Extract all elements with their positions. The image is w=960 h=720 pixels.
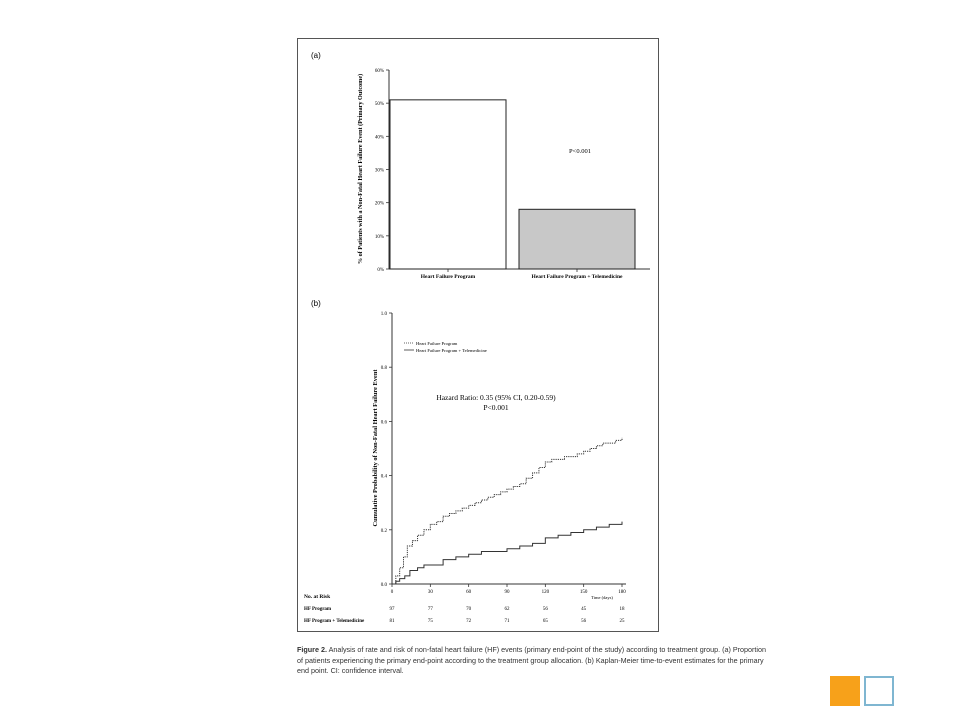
- risk-table-cell: 56: [581, 619, 587, 624]
- bar: [390, 100, 506, 269]
- risk-table-cell: 65: [542, 619, 548, 624]
- bar-y-tick-label: 40%: [374, 135, 384, 141]
- km-legend-label: Heart Failure Program + Telemedicine: [416, 348, 487, 353]
- panel-b-label: (b): [311, 299, 321, 308]
- km-y-tick-label: 0.2: [380, 528, 387, 534]
- km-x-tick-label: 60: [466, 590, 472, 595]
- risk-table-cell: 18: [619, 607, 625, 612]
- risk-table-title: No. at Risk: [304, 594, 331, 600]
- risk-table-cell: 71: [504, 619, 510, 624]
- risk-table-cell: 97: [389, 607, 395, 612]
- bar-y-tick-label: 0%: [377, 268, 384, 273]
- panel-a-label: (a): [311, 51, 321, 60]
- bar-y-tick-label: 10%: [374, 234, 384, 240]
- risk-table-row-label: HF Program + Telemedicine: [304, 619, 365, 624]
- km-legend-label: Heart Failure Program: [416, 341, 458, 346]
- bar-y-tick-label: 60%: [374, 69, 384, 74]
- km-series-line: [392, 522, 622, 584]
- bar-y-axis-label: [357, 74, 364, 264]
- km-chart-marks: [392, 438, 622, 584]
- km-y-axis-label: Cumulative Probability of Non-Fatal Heart Failure Event: [372, 369, 379, 527]
- km-y-tick-label: 0.4: [380, 474, 387, 480]
- km-chart-axes: [381, 312, 627, 600]
- km-x-tick-label: 30: [427, 590, 433, 595]
- bar-y-tick-label: 50%: [374, 102, 384, 108]
- km-x-tick-label: 150: [579, 590, 588, 595]
- risk-table-cell: 72: [466, 619, 472, 624]
- risk-table-cell: 81: [389, 619, 395, 624]
- outlined-square-decoration: [864, 676, 894, 706]
- bar-y-axis-label-line-1: % of Patients with a Non-Fatal Heart Failure Event (Primary Outcome): [357, 73, 364, 265]
- caption-text: Analysis of rate and risk of non-fatal heart failure (HF) events (primary end-point of the study) according to treatment group. (a) Proportion of patients experiencing the primary end-point according to the treatment group allocation. (b) Kaplan-Meier time-to-event estimates for the primary end point. CI: confidence interval.: [297, 645, 767, 675]
- km-x-tick-label: 120: [541, 590, 550, 595]
- km-legend: [404, 341, 487, 353]
- km-series-line: [392, 438, 622, 584]
- risk-table-cell: 25: [619, 619, 625, 624]
- bar-y-tick-label: 30%: [374, 168, 384, 174]
- bar-x-tick-label: Heart Failure Program + Telemedicine: [531, 274, 623, 280]
- km-y-tick-label: 0.0: [380, 583, 387, 588]
- km-x-axis-label: Time (days): [591, 595, 613, 600]
- km-x-tick-label: 180: [618, 590, 626, 595]
- risk-table-cell: 45: [581, 607, 587, 612]
- panel-b-p-value: P<0.001: [483, 403, 509, 412]
- km-x-tick-label: 0: [390, 590, 394, 595]
- km-y-tick-label: 0.6: [380, 420, 387, 426]
- risk-table-cell: 70: [466, 607, 472, 612]
- km-y-tick-label: 0.8: [380, 366, 387, 372]
- bar-x-tick-label: Heart Failure Program: [420, 274, 476, 280]
- risk-table-cell: 75: [427, 619, 433, 624]
- bar: [519, 209, 635, 269]
- risk-table-cell: 62: [504, 607, 510, 612]
- panel-a-p-value: P<0.001: [569, 148, 591, 155]
- km-x-tick-label: 90: [504, 590, 510, 595]
- risk-table-row-label: HF Program: [304, 607, 332, 612]
- km-y-tick-label: 1.0: [380, 312, 387, 317]
- risk-table: [304, 594, 625, 624]
- risk-table-cell: 56: [542, 607, 548, 612]
- bar-y-tick-label: 20%: [374, 201, 384, 207]
- risk-table-cell: 77: [427, 607, 433, 612]
- bar-chart-marks: [390, 100, 635, 269]
- caption-label: Figure 2.: [297, 645, 327, 654]
- figure-caption: [297, 645, 767, 677]
- orange-square-decoration: [830, 676, 860, 706]
- hazard-ratio-text: Hazard Ratio: 0.35 (95% CI, 0.20-0.59): [436, 393, 556, 402]
